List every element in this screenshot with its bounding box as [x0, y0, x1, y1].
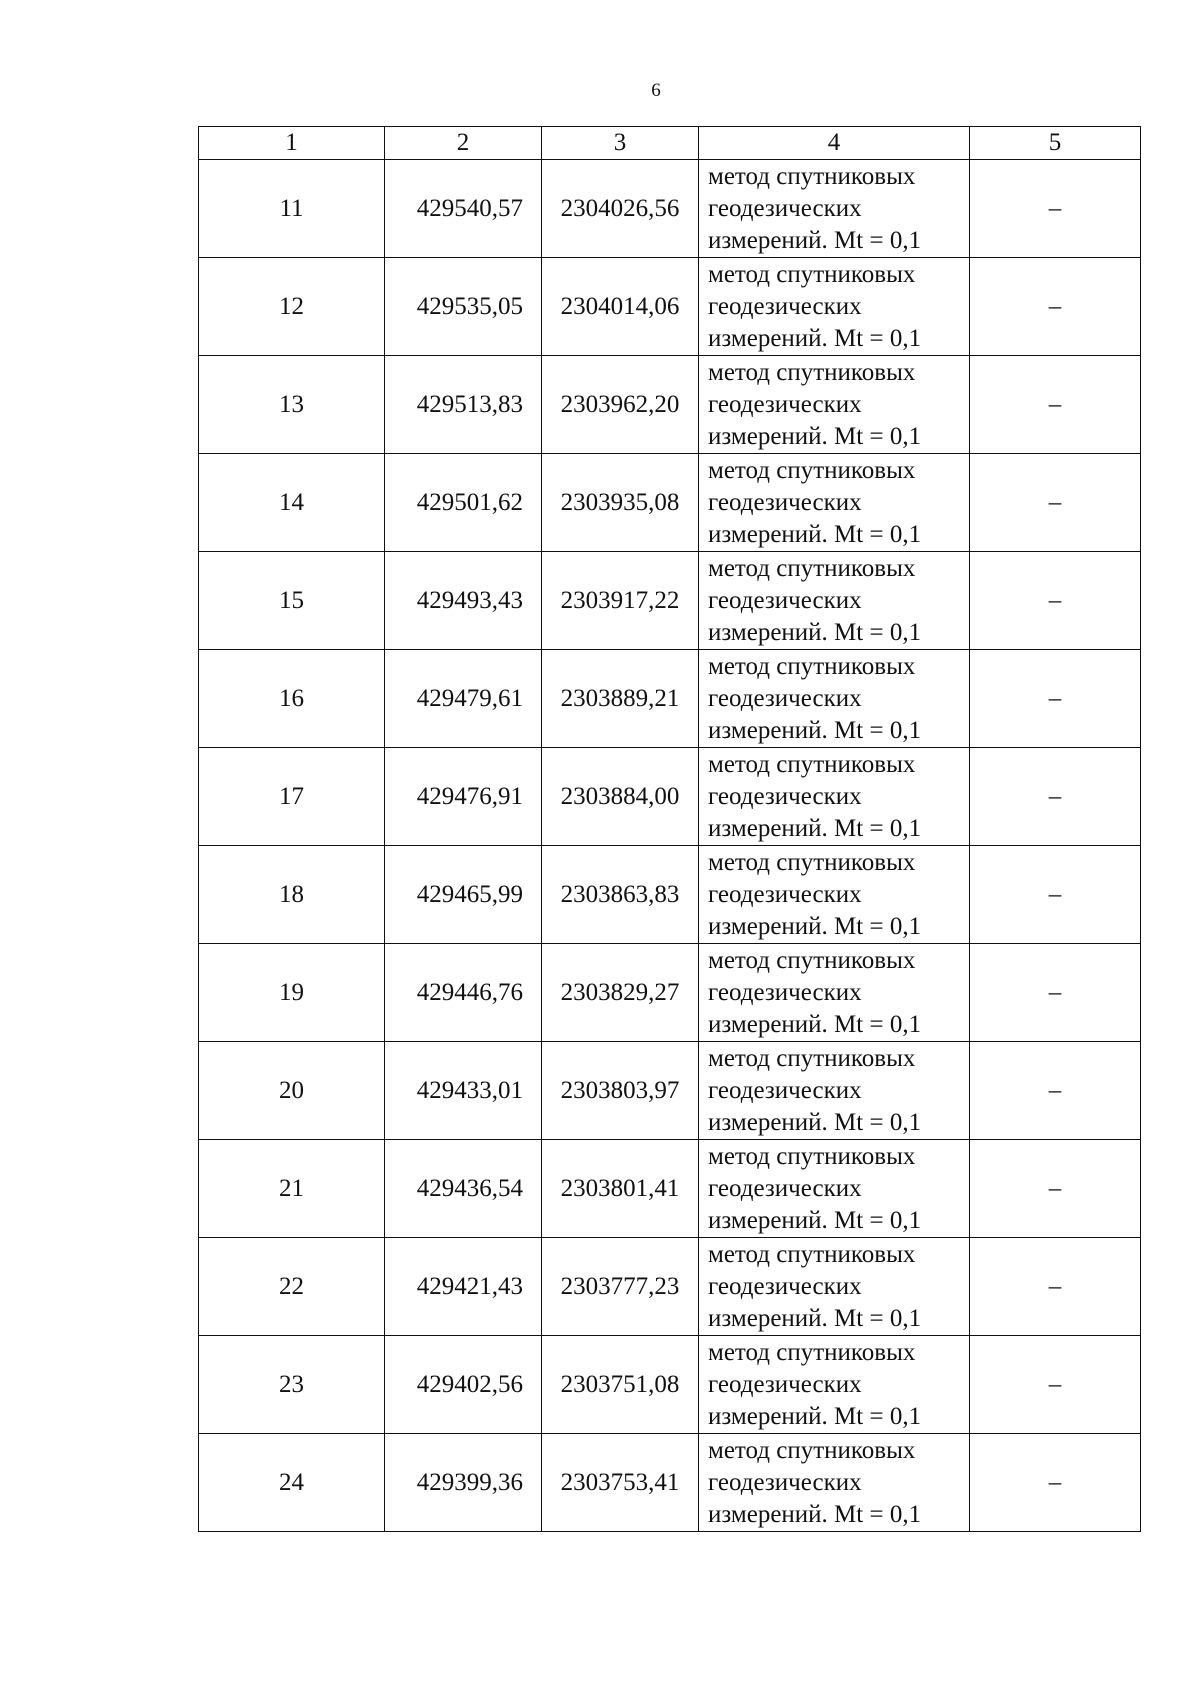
y-coordinate-cell: 2303753,41 — [542, 1434, 699, 1532]
page-number: 6 — [651, 80, 661, 101]
note-cell: – — [970, 356, 1141, 454]
coordinates-table — [198, 126, 1141, 1532]
x-coordinate-cell: 429513,83 — [385, 356, 542, 454]
y-coordinate-cell: 2303803,97 — [542, 1042, 699, 1140]
point-number-cell: 16 — [199, 650, 385, 748]
method-cell: метод спутниковых геодезических измерений. Mt = 0,1 — [699, 846, 970, 944]
method-cell: метод спутниковых геодезических измерений. Mt = 0,1 — [699, 356, 970, 454]
table-row — [199, 1434, 1141, 1532]
table-row — [199, 1140, 1141, 1238]
y-coordinate-cell: 2303935,08 — [542, 454, 699, 552]
method-cell: метод спутниковых геодезических измерений. Mt = 0,1 — [699, 1042, 970, 1140]
note-cell: – — [970, 258, 1141, 356]
method-cell: метод спутниковых геодезических измерений. Mt = 0,1 — [699, 454, 970, 552]
x-coordinate-cell: 429436,54 — [385, 1140, 542, 1238]
method-cell: метод спутниковых геодезических измерений. Mt = 0,1 — [699, 650, 970, 748]
table-row — [199, 944, 1141, 1042]
table-row — [199, 748, 1141, 846]
point-number-cell: 14 — [199, 454, 385, 552]
table-row — [199, 160, 1141, 258]
method-cell: метод спутниковых геодезических измерений. Mt = 0,1 — [699, 748, 970, 846]
x-coordinate-cell: 429421,43 — [385, 1238, 542, 1336]
note-cell: – — [970, 650, 1141, 748]
note-cell: – — [970, 748, 1141, 846]
column-header-4: 4 — [699, 127, 970, 160]
method-cell: метод спутниковых геодезических измерений. Mt = 0,1 — [699, 160, 970, 258]
y-coordinate-cell: 2303884,00 — [542, 748, 699, 846]
point-number-cell: 21 — [199, 1140, 385, 1238]
note-cell: – — [970, 160, 1141, 258]
method-cell: метод спутниковых геодезических измерений. Mt = 0,1 — [699, 552, 970, 650]
point-number-cell: 20 — [199, 1042, 385, 1140]
method-cell: метод спутниковых геодезических измерений. Mt = 0,1 — [699, 944, 970, 1042]
point-number-cell: 24 — [199, 1434, 385, 1532]
x-coordinate-cell: 429540,57 — [385, 160, 542, 258]
y-coordinate-cell: 2303801,41 — [542, 1140, 699, 1238]
x-coordinate-cell: 429493,43 — [385, 552, 542, 650]
note-cell: – — [970, 1434, 1141, 1532]
column-header-2: 2 — [385, 127, 542, 160]
table-row — [199, 1042, 1141, 1140]
point-number-cell: 13 — [199, 356, 385, 454]
note-cell: – — [970, 1042, 1141, 1140]
y-coordinate-cell: 2304014,06 — [542, 258, 699, 356]
point-number-cell: 22 — [199, 1238, 385, 1336]
table-row — [199, 846, 1141, 944]
method-cell: метод спутниковых геодезических измерений. Mt = 0,1 — [699, 1434, 970, 1532]
method-cell: метод спутниковых геодезических измерений. Mt = 0,1 — [699, 1238, 970, 1336]
note-cell: – — [970, 1336, 1141, 1434]
x-coordinate-cell: 429501,62 — [385, 454, 542, 552]
table-body — [199, 160, 1141, 1532]
point-number-cell: 18 — [199, 846, 385, 944]
table-row — [199, 1238, 1141, 1336]
x-coordinate-cell: 429446,76 — [385, 944, 542, 1042]
point-number-cell: 19 — [199, 944, 385, 1042]
table-row — [199, 1336, 1141, 1434]
point-number-cell: 12 — [199, 258, 385, 356]
column-header-3: 3 — [542, 127, 699, 160]
note-cell: – — [970, 944, 1141, 1042]
x-coordinate-cell: 429476,91 — [385, 748, 542, 846]
column-header-1: 1 — [199, 127, 385, 160]
y-coordinate-cell: 2303777,23 — [542, 1238, 699, 1336]
x-coordinate-cell: 429465,99 — [385, 846, 542, 944]
y-coordinate-cell: 2303962,20 — [542, 356, 699, 454]
table-row — [199, 356, 1141, 454]
point-number-cell: 15 — [199, 552, 385, 650]
method-cell: метод спутниковых геодезических измерений. Mt = 0,1 — [699, 1336, 970, 1434]
point-number-cell: 23 — [199, 1336, 385, 1434]
y-coordinate-cell: 2304026,56 — [542, 160, 699, 258]
point-number-cell: 17 — [199, 748, 385, 846]
note-cell: – — [970, 454, 1141, 552]
table-row — [199, 258, 1141, 356]
note-cell: – — [970, 1238, 1141, 1336]
note-cell: – — [970, 552, 1141, 650]
y-coordinate-cell: 2303829,27 — [542, 944, 699, 1042]
point-number-cell: 11 — [199, 160, 385, 258]
x-coordinate-cell: 429402,56 — [385, 1336, 542, 1434]
x-coordinate-cell: 429399,36 — [385, 1434, 542, 1532]
table-header-row — [199, 127, 1141, 160]
table-row — [199, 552, 1141, 650]
column-header-5: 5 — [970, 127, 1141, 160]
y-coordinate-cell: 2303751,08 — [542, 1336, 699, 1434]
x-coordinate-cell: 429535,05 — [385, 258, 542, 356]
method-cell: метод спутниковых геодезических измерений. Mt = 0,1 — [699, 258, 970, 356]
x-coordinate-cell: 429479,61 — [385, 650, 542, 748]
table-row — [199, 454, 1141, 552]
y-coordinate-cell: 2303889,21 — [542, 650, 699, 748]
method-cell: метод спутниковых геодезических измерений. Mt = 0,1 — [699, 1140, 970, 1238]
y-coordinate-cell: 2303863,83 — [542, 846, 699, 944]
note-cell: – — [970, 1140, 1141, 1238]
note-cell: – — [970, 846, 1141, 944]
table-row — [199, 650, 1141, 748]
y-coordinate-cell: 2303917,22 — [542, 552, 699, 650]
x-coordinate-cell: 429433,01 — [385, 1042, 542, 1140]
